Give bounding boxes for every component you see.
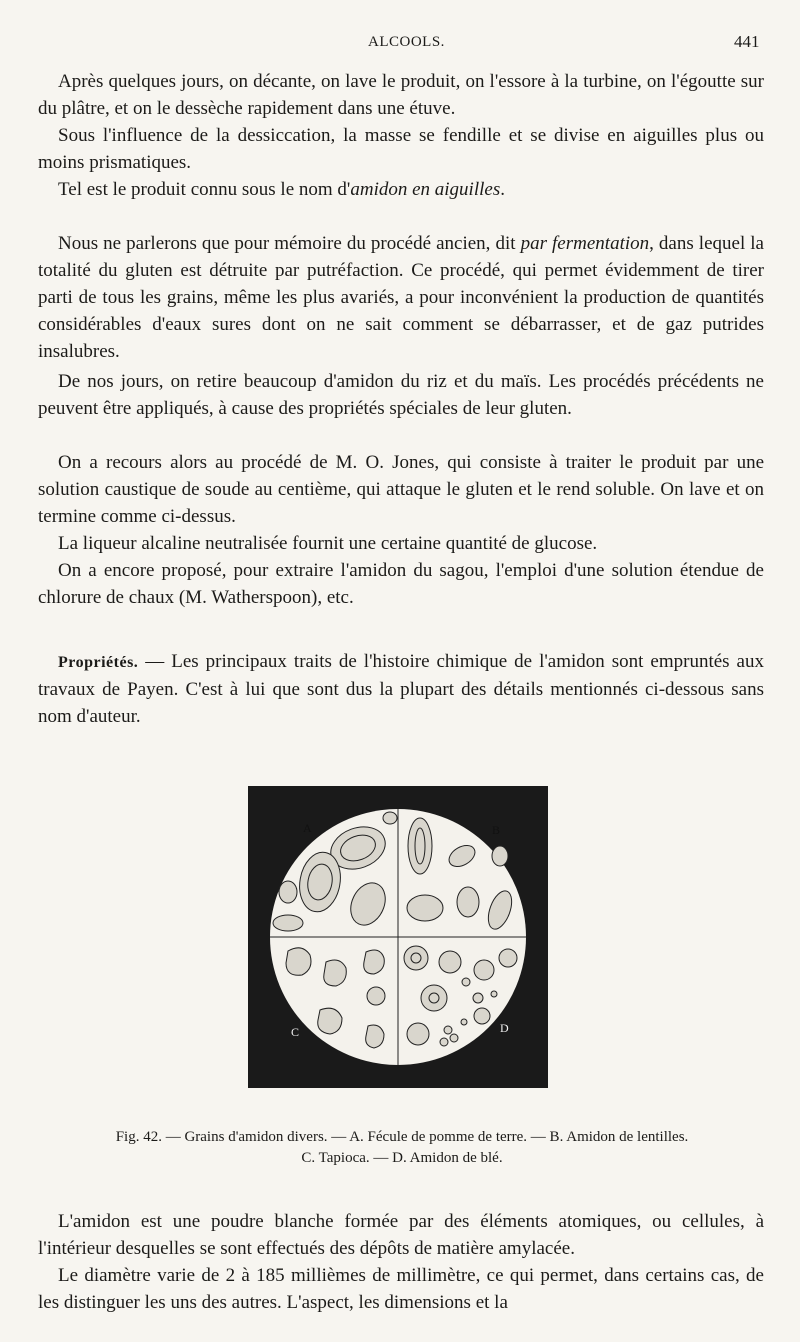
figure-caption	[40, 1127, 764, 1169]
paragraph-9-text: — Les principaux traits de l'histoire chimique de l'amidon sont empruntés aux travaux de Payen. C'est à lui que sont dus la plupart des détails mentionnés ci-dessous sans nom d'auteur.	[38, 651, 764, 727]
microscope-illustration	[248, 786, 548, 1088]
paragraph-3-prefix: Tel est le produit connu sous le nom d'	[58, 179, 351, 200]
label-a: A	[303, 821, 312, 835]
section-heading: Propriétés.	[58, 654, 139, 671]
paragraph-4-term: par fermentation	[520, 233, 650, 254]
paragraph-6: On a recours alors au procédé de M. O. Jones, qui consiste à traiter le produit par une solution caustique de soude au centième, qui attaque le gluten et le rend soluble. On lave et on termine comme ci-dessus.	[38, 452, 764, 527]
caption-line-1: Fig. 42. — Grains d'amidon divers. — A. Fécule de pomme de terre. — B. Amidon de lentilles.	[115, 1129, 689, 1145]
paragraph-4-suffix: , dans lequel la totalité du gluten est détruite par putréfaction. Ce procédé, qui permet évidemment de tirer parti de tous les grains, même les plus avariés, a pour inconvénient la production de quantités considérables d'eaux sures dont on ne sait comment se débarrasser, et de gaz putrides insalubres.	[38, 233, 764, 362]
paragraph-5: De nos jours, on retire beaucoup d'amidon du riz et du maïs. Les procédés précédents ne peuvent être appliqués, à cause des propriétés spéciales de leur gluten.	[38, 371, 764, 419]
running-header	[0, 32, 800, 56]
paragraph-2: Sous l'influence de la dessiccation, la masse se fendille et se divise en aiguilles plus ou moins prismatiques.	[38, 125, 764, 173]
page-number: 441	[734, 32, 760, 51]
label-d: D	[500, 1021, 509, 1035]
paragraph-1: Après quelques jours, on décante, on lave le produit, on l'essore à la turbine, on l'égoutte sur du plâtre, et on le dessèche rapidement dans une étuve.	[38, 71, 764, 119]
paragraph-10: L'amidon est une poudre blanche formée par des éléments atomiques, ou cellules, à l'intérieur desquelles se sont effectués des dépôts de matière amylacée.	[38, 1211, 764, 1259]
caption-line-2: C. Tapioca. — D. Amidon de blé.	[301, 1150, 503, 1166]
paragraph-3-term: amidon en aiguilles	[350, 179, 501, 200]
header-title: ALCOOLS.	[368, 34, 445, 50]
paragraph-7: La liqueur alcaline neutralisée fournit une certaine quantité de glucose.	[58, 533, 598, 554]
paragraph-3-suffix: .	[500, 179, 505, 200]
label-c: C	[291, 1025, 300, 1039]
paragraph-8: On a encore proposé, pour extraire l'amidon du sagou, l'emploi d'une solution étendue de chlorure de chaux (M. Watherspoon), etc.	[38, 560, 764, 608]
figure-starch-grains	[248, 786, 548, 1088]
paragraph-4-prefix: Nous ne parlerons que pour mémoire du procédé ancien, dit	[58, 233, 521, 254]
label-b: B	[492, 823, 501, 837]
paragraph-11: Le diamètre varie de 2 à 185 millièmes de millimètre, ce qui permet, dans certains cas, de les distinguer les uns des autres. L'aspect, les dimensions et la	[38, 1265, 764, 1313]
paragraph-9	[38, 648, 764, 730]
paragraph-4	[38, 230, 764, 365]
paragraph-3	[38, 176, 764, 203]
